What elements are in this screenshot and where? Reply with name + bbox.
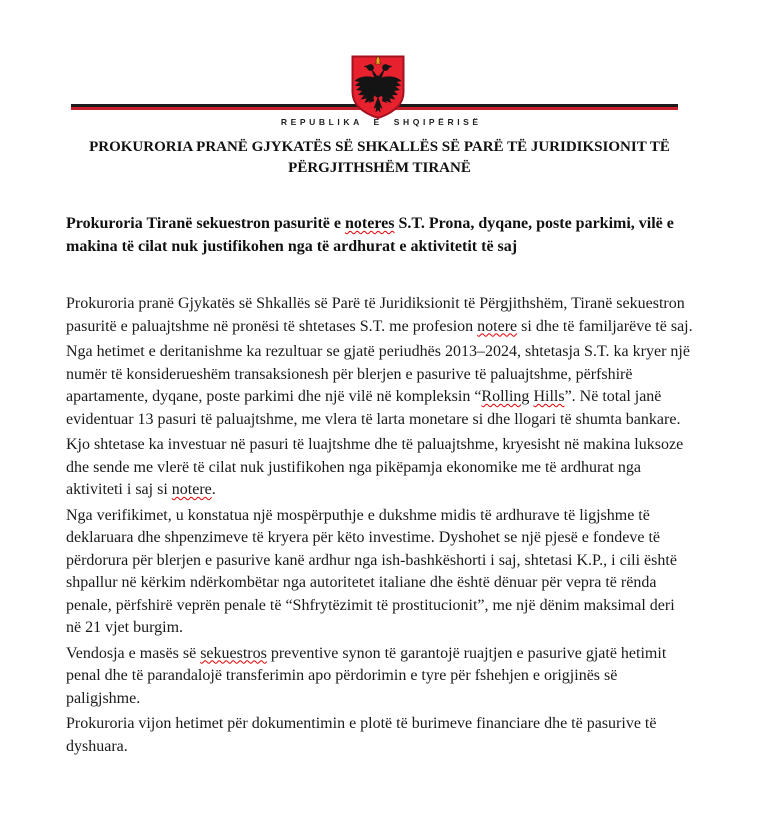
text-segment: preventive synon të garantojë ruajtjen e pasurive gjatë hetimit penal dhe të parandalojë transferimin apo përdorimin e tyre për fshehjen e origjinës së paligjshme. [66,644,667,707]
text-segment: Prokuroria vijon hetimet për dokumentimin e plotë të burimeve financiare dhe të pasurive të dyshuara. [66,715,657,755]
text-segment: Vendosja e masës së [66,644,201,662]
misspelled-word: noteres [344,215,395,232]
paragraph-3 [66,434,693,502]
text-segment: Nga hetimet e deritanishme ka rezultuar se gjatë periudhës 2013–2024, shtetasja S.T. ka kryer një numër të konsiderueshëm transaksionesh për blerjen e pasurive të paluajtshme, përfshirë apartamente, dyqane, poste parkimi dhe një vilë në kompleksin “ [66,343,690,405]
misspelled-word: notere [477,317,518,335]
text-segment: Kjo shtetase ka investuar në pasuri të luajtshme dhe të paluajtshme, kryesisht në makina luksoze dhe sende me vlerë të cilat nuk justifikohen nga pikëpamja ekonomike me të ardhurat nga aktiviteti i saj si [66,436,684,498]
press-release-body [66,293,693,758]
paragraph-2 [66,341,693,431]
country-label: REPUBLIKA E SHQIPËRISË [280,117,482,127]
misspelled-word: Hills [533,388,565,405]
institution-title-line2: PËRGJITHSHËM TIRANË [288,160,471,176]
paragraph-4 [66,505,693,640]
paragraph-5 [66,643,693,711]
text-segment: ”. Në total janë evidentuar 13 pasuri të paluajtshme, me vlera të larta monetare si dhe llogari të shumta bankare. [66,388,681,428]
press-release-headline [66,212,693,258]
text-segment: Prokuroria Tiranë sekuestron pasuritë e [66,215,345,232]
misspelled-word: Rolling [481,388,530,405]
text-segment: si dhe të familjarëve të saj. [517,317,693,335]
text-segment: Nga verifikimet, u konstatua një mospërputhje e dukshme midis të ardhurave të ligjshme të deklaruara dhe shpenzimeve të kryera për këto investime. Dyshohet se një pjesë e fondeve të përdorura për blerjen e pasurive kanë ardhur nga ish-bashkëshorti i saj, shtetasi K.P., i cili është shpallur në kërkim ndërkombëtar nga autoritetet italiane dhe është dënuar për vepra të rënda penale, përfshirë veprën penale të “Shfrytëzimit të prostitucionit”, me një dënim maksimal deri në 21 vjet burgim. [66,506,677,636]
albania-coat-of-arms-icon [351,55,405,120]
paragraph-1 [66,293,693,338]
institution-title [66,137,693,179]
misspelled-word: sekuestros [200,644,267,662]
misspelled-word: notere [171,481,212,498]
text-segment: Prokuroria pranë Gjykatës së Shkallës së Parë të Juridiksionit të Përgjithshëm, Tiranë sekuestron pasuritë e paluajtshme në pronësi të shtetases S.T. me profesion [66,295,685,335]
letterhead [0,0,759,137]
text-segment: S.T. Prona, dyqane, poste parkimi, vilë e makina të cilat nuk justifikohen nga të ardhurat e aktivitetit të saj [66,215,674,255]
text-segment: . [211,481,216,498]
institution-title-line1: PROKURORIA PRANË GJYKATËS SË SHKALLËS SË PARË TË JURIDIKSIONIT TË [89,139,670,155]
paragraph-6 [66,713,693,758]
